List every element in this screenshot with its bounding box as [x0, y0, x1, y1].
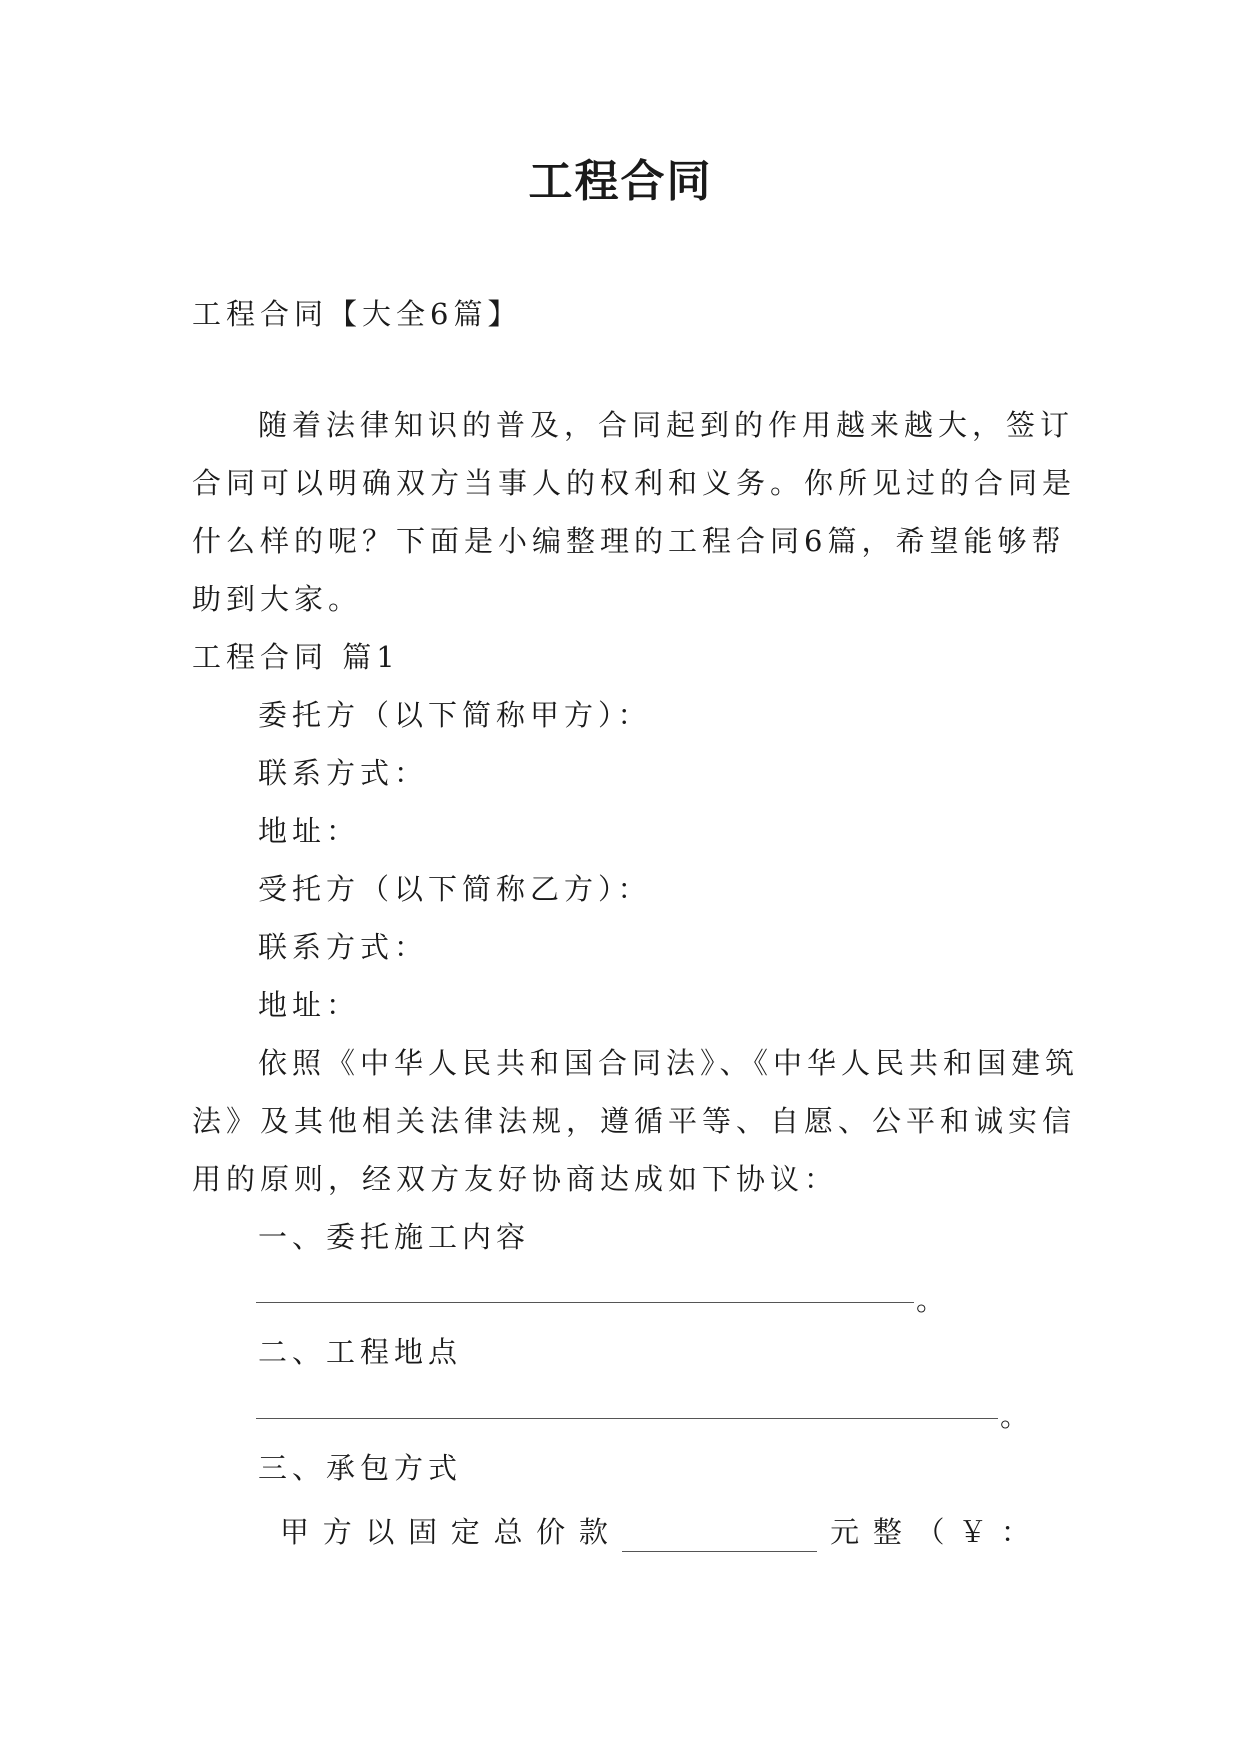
- price-char: 方: [322, 1515, 352, 1549]
- price-char: ￥: [958, 1515, 988, 1549]
- price-char: 固: [408, 1515, 438, 1549]
- fixed-price-line: [280, 1512, 1030, 1552]
- intro-line-4: 助到大家。: [192, 582, 363, 616]
- work-content-blank: [256, 1302, 914, 1303]
- client-contact-field: 联系方式：: [258, 756, 429, 790]
- client-address-field: 地址：: [258, 814, 361, 848]
- intro-line-3: 什么样的呢？下面是小编整理的工程合同6篇，希望能够帮: [192, 524, 1066, 558]
- clause-2-heading: 二、工程地点: [258, 1335, 463, 1369]
- total-price-blank: [622, 1519, 817, 1552]
- intro-line-2: 合同可以明确双方当事人的权利和义务。你所见过的合同是: [192, 466, 1077, 500]
- basis-line-1: 依照《中华人民共和国合同法》、《中华人民共和国建筑: [258, 1046, 1080, 1080]
- intro-line-1: 随着法律知识的普及，合同起到的作用越来越大，签订: [258, 408, 1075, 442]
- price-char: （: [915, 1515, 945, 1549]
- project-location-blank: [256, 1418, 998, 1419]
- basis-line-3: 用的原则，经双方友好协商达成如下协议：: [192, 1162, 839, 1196]
- price-char: 整: [872, 1515, 902, 1549]
- price-char: 总: [493, 1515, 523, 1549]
- document-subtitle: 工程合同【大全6篇】: [192, 297, 522, 331]
- price-char: 款: [578, 1515, 608, 1549]
- price-char: 以: [365, 1515, 395, 1549]
- price-char: 甲: [280, 1515, 310, 1549]
- client-party-field: 委托方（以下简称甲方）：: [258, 698, 652, 732]
- clause-1-end-mark: 。: [916, 1283, 946, 1317]
- price-char: 价: [536, 1515, 566, 1549]
- contractor-address-field: 地址：: [258, 988, 361, 1022]
- clause-2-end-mark: 。: [1000, 1399, 1030, 1433]
- contractor-contact-field: 联系方式：: [258, 930, 429, 964]
- section-heading: 工程合同 篇1: [192, 640, 400, 674]
- price-char: 元: [830, 1515, 860, 1549]
- clause-1-heading: 一、委托施工内容: [258, 1220, 531, 1254]
- price-char: 定: [450, 1515, 480, 1549]
- price-char: ：: [1000, 1515, 1030, 1549]
- basis-line-2: 法》及其他相关法律法规，遵循平等、自愿、公平和诚实信: [192, 1104, 1077, 1138]
- clause-3-heading: 三、承包方式: [258, 1451, 463, 1485]
- contractor-party-field: 受托方（以下简称乙方）：: [258, 872, 652, 906]
- document-title: 工程合同: [528, 156, 713, 207]
